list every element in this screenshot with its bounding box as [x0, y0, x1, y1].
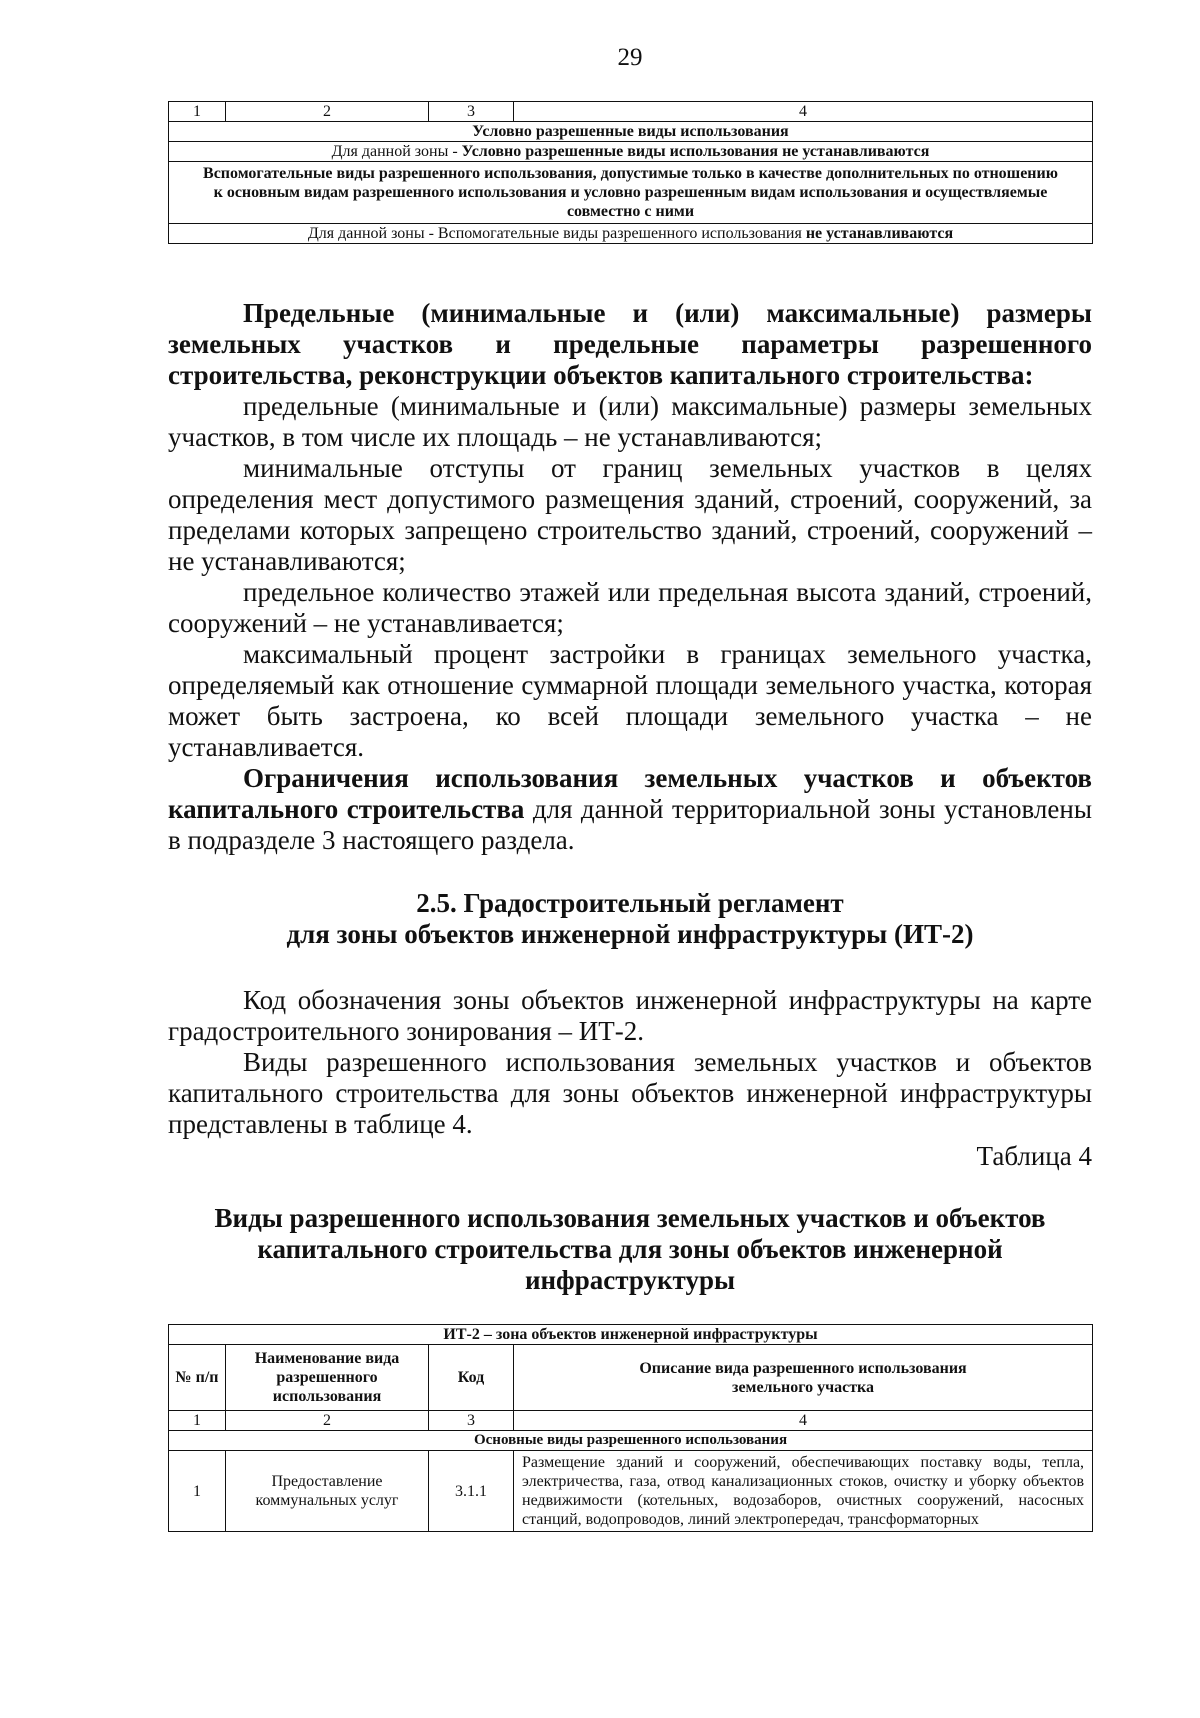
table-title [168, 1203, 1092, 1296]
section-title-line-1: 2.5. Градостроительный регламент [416, 888, 844, 918]
conditional-note-prefix: Для данной зоны - [331, 143, 462, 160]
column-numbers-row [169, 1411, 1093, 1431]
header-code: Код [429, 1345, 514, 1411]
limits-paragraph-4: максимальный процент застройки в границах земельного участка, определяемый как отношение суммарной площади земельного участка, которая может быть застроена, ко всей площади земельного участка – не устанавливается. [168, 639, 1092, 762]
header-description: Описание вида разрешенного использования земельного участка [514, 1345, 1093, 1411]
table-title-line-1: Виды разрешенного использования земельных участков и объектов [214, 1203, 1046, 1233]
continuation-table [168, 101, 1093, 244]
header-name: Наименование вида разрешенного использования [226, 1345, 429, 1411]
restrictions-paragraph [168, 763, 1092, 856]
limits-section [168, 298, 1092, 856]
limits-paragraph-2: минимальные отступы от границ земельных участков в целях определения мест допустимого размещения зданий, строений, сооружений, за пределами которых запрещено строительство зданий, строений, сооружений – не устанавливаются; [168, 453, 1092, 576]
row-no: 1 [169, 1451, 226, 1532]
auxiliary-note-prefix: Для данной зоны - Вспомогательные виды разрешенного использования [307, 225, 806, 242]
row-code: 3.1.1 [429, 1451, 514, 1532]
table-4 [168, 1324, 1093, 1532]
col-num-3: 3 [429, 102, 514, 122]
main-uses-header: Основные виды разрешенного использования [169, 1431, 1093, 1451]
section-body [168, 985, 1092, 1172]
col-num-3: 3 [429, 1411, 514, 1431]
col-num-2: 2 [226, 102, 429, 122]
limits-paragraph-3: предельное количество этажей или предельная высота зданий, строений, сооружений – не устанавливается; [168, 577, 1092, 638]
row-description: Размещение зданий и сооружений, обеспечивающих поставку воды, тепла, электричества, газа, отвод канализационных стоков, очистку и уборку объектов недвижимости (котельных, водозаборов, очистных сооружений, насосных станций, водопроводов, линий электропередач, трансформаторных [514, 1451, 1093, 1532]
table-row [169, 1451, 1093, 1532]
section-title-line-2: для зоны объектов инженерной инфраструктуры (ИТ-2) [286, 919, 974, 949]
auxiliary-note-bold: не устанавливаются [805, 225, 954, 242]
col-num-4: 4 [514, 102, 1093, 122]
table-title-line-2: капитального строительства для зоны объектов инженерной [257, 1234, 1003, 1264]
zone-header: ИТ-2 – зона объектов инженерной инфраструктуры [169, 1325, 1093, 1345]
row-name: Предоставление коммунальных услуг [226, 1451, 429, 1532]
col-num-1: 1 [169, 1411, 226, 1431]
section-title [168, 888, 1092, 950]
table-label: Таблица 4 [976, 1141, 1092, 1171]
conditional-note-bold: Условно разрешенные виды использования не устанавливаются [461, 143, 930, 160]
auxiliary-uses-note [169, 224, 1093, 244]
conditional-uses-header: Условно разрешенные виды использования [169, 122, 1093, 142]
column-numbers-row [169, 102, 1093, 122]
col-num-4: 4 [514, 1411, 1093, 1431]
auxiliary-uses-header: Вспомогательные виды разрешенного использования, допустимые только в качестве дополнительных по отношению к основным видам разрешенного использования и условно разрешенным видам использования и осуществляемые совместно с ними [169, 162, 1093, 224]
limits-paragraph-1: предельные (минимальные и (или) максимальные) размеры земельных участков, в том числе их площадь – не устанавливаются; [168, 391, 1092, 452]
limits-heading: Предельные (минимальные и (или) максимальные) размеры земельных участков и предельные параметры разрешенного строительства, реконструкции объектов капитального строительства: [168, 298, 1092, 390]
section-paragraph-2: Виды разрешенного использования земельных участков и объектов капитального строительства для зоны объектов инженерной инфраструктуры представлены в таблице 4. [168, 1047, 1092, 1139]
col-num-2: 2 [226, 1411, 429, 1431]
col-num-1: 1 [169, 102, 226, 122]
section-paragraph-1: Код обозначения зоны объектов инженерной инфраструктуры на карте градостроительного зонирования – ИТ-2. [168, 985, 1092, 1046]
table-title-line-3: инфраструктуры [524, 1265, 736, 1295]
conditional-uses-note [169, 142, 1093, 162]
header-no: № п/п [169, 1345, 226, 1411]
page-number: 29 [617, 44, 643, 71]
table-header-row [169, 1345, 1093, 1411]
restrictions-bold: Ограничения использования земельных участков и объектов капитального строительства [168, 763, 1092, 824]
restrictions-rest: для данной территориальной зоны установлены в подразделе 3 настоящего раздела. [168, 794, 1092, 855]
